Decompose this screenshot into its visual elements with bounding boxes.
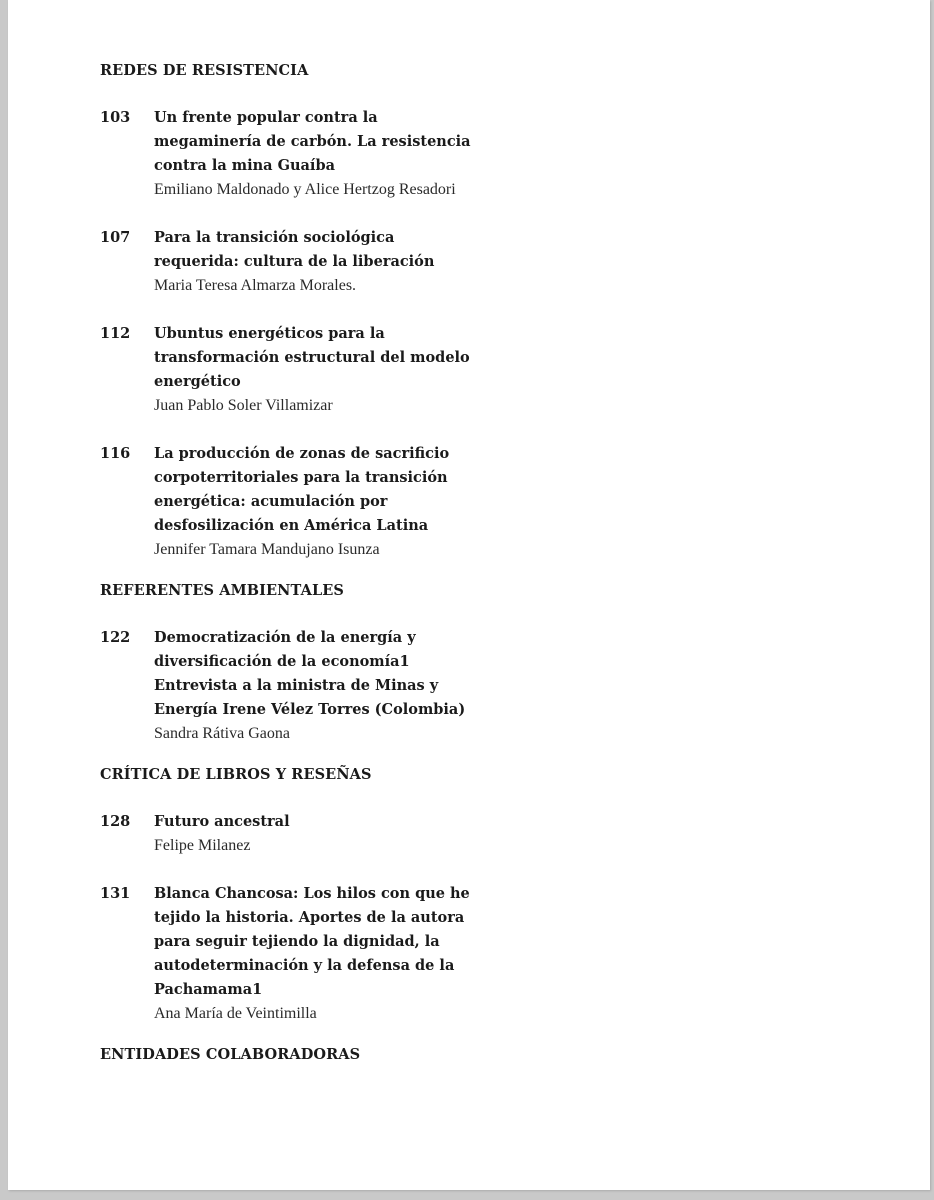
toc-entry[interactable] xyxy=(100,322,560,418)
page-number: 116 xyxy=(100,445,131,462)
entry-title: Para la transición sociológica requerida: cultura de la liberación xyxy=(154,229,435,270)
toc-entry[interactable] xyxy=(100,882,560,1026)
entry-body xyxy=(154,226,560,298)
entry-author: Felipe Milanez xyxy=(154,837,251,854)
page-number: 128 xyxy=(100,813,131,830)
entry-author: Juan Pablo Soler Villamizar xyxy=(154,397,333,414)
entry-body xyxy=(154,442,560,562)
entry-title: Futuro ancestral xyxy=(154,813,290,830)
toc-entry[interactable] xyxy=(100,106,560,202)
page-number: 131 xyxy=(100,885,131,902)
entry-body xyxy=(154,810,560,858)
entry-body xyxy=(154,882,560,1026)
entry-body xyxy=(154,626,560,746)
toc-entry[interactable] xyxy=(100,810,560,858)
table-of-contents xyxy=(100,60,560,1066)
entry-author: Ana María de Veintimilla xyxy=(154,1005,317,1022)
page-number: 122 xyxy=(100,629,131,646)
section-title: REDES DE RESISTENCIA xyxy=(100,62,309,79)
entry-body xyxy=(154,322,560,418)
section-title: ENTIDADES COLABORADORAS xyxy=(100,1046,361,1063)
page-number: 103 xyxy=(100,109,131,126)
page-number: 107 xyxy=(100,229,131,246)
document-page xyxy=(8,0,930,1190)
entry-author: Jennifer Tamara Mandujano Isunza xyxy=(154,541,380,558)
entry-title: Un frente popular contra la megaminería de carbón. La resistencia contra la mina Guaíba xyxy=(154,109,471,174)
section-title: REFERENTES AMBIENTALES xyxy=(100,582,344,599)
entry-title: La producción de zonas de sacrificio corpoterritoriales para la transición energética: acumulación por desfosilización en América Latina xyxy=(154,445,450,534)
entry-title: Blanca Chancosa: Los hilos con que he tejido la historia. Aportes de la autora para seguir tejiendo la dignidad, la autodeterminación y la defensa de la Pachamama1 xyxy=(154,885,470,998)
toc-entry[interactable] xyxy=(100,442,560,562)
entry-title: Ubuntus energéticos para la transformación estructural del modelo energético xyxy=(154,325,470,390)
entry-title: Democratización de la energía y diversificación de la economía1 Entrevista a la ministra de Minas y Energía Irene Vélez Torres (Colombia) xyxy=(154,629,466,718)
section-title: CRÍTICA DE LIBROS Y RESEÑAS xyxy=(100,766,372,783)
entry-body xyxy=(154,106,560,202)
toc-entry[interactable] xyxy=(100,226,560,298)
page-number: 112 xyxy=(100,325,131,342)
toc-entry[interactable] xyxy=(100,626,560,746)
entry-author: Sandra Rátiva Gaona xyxy=(154,725,290,742)
entry-author: Maria Teresa Almarza Morales. xyxy=(154,277,357,294)
entry-author: Emiliano Maldonado y Alice Hertzog Resadori xyxy=(154,181,456,198)
